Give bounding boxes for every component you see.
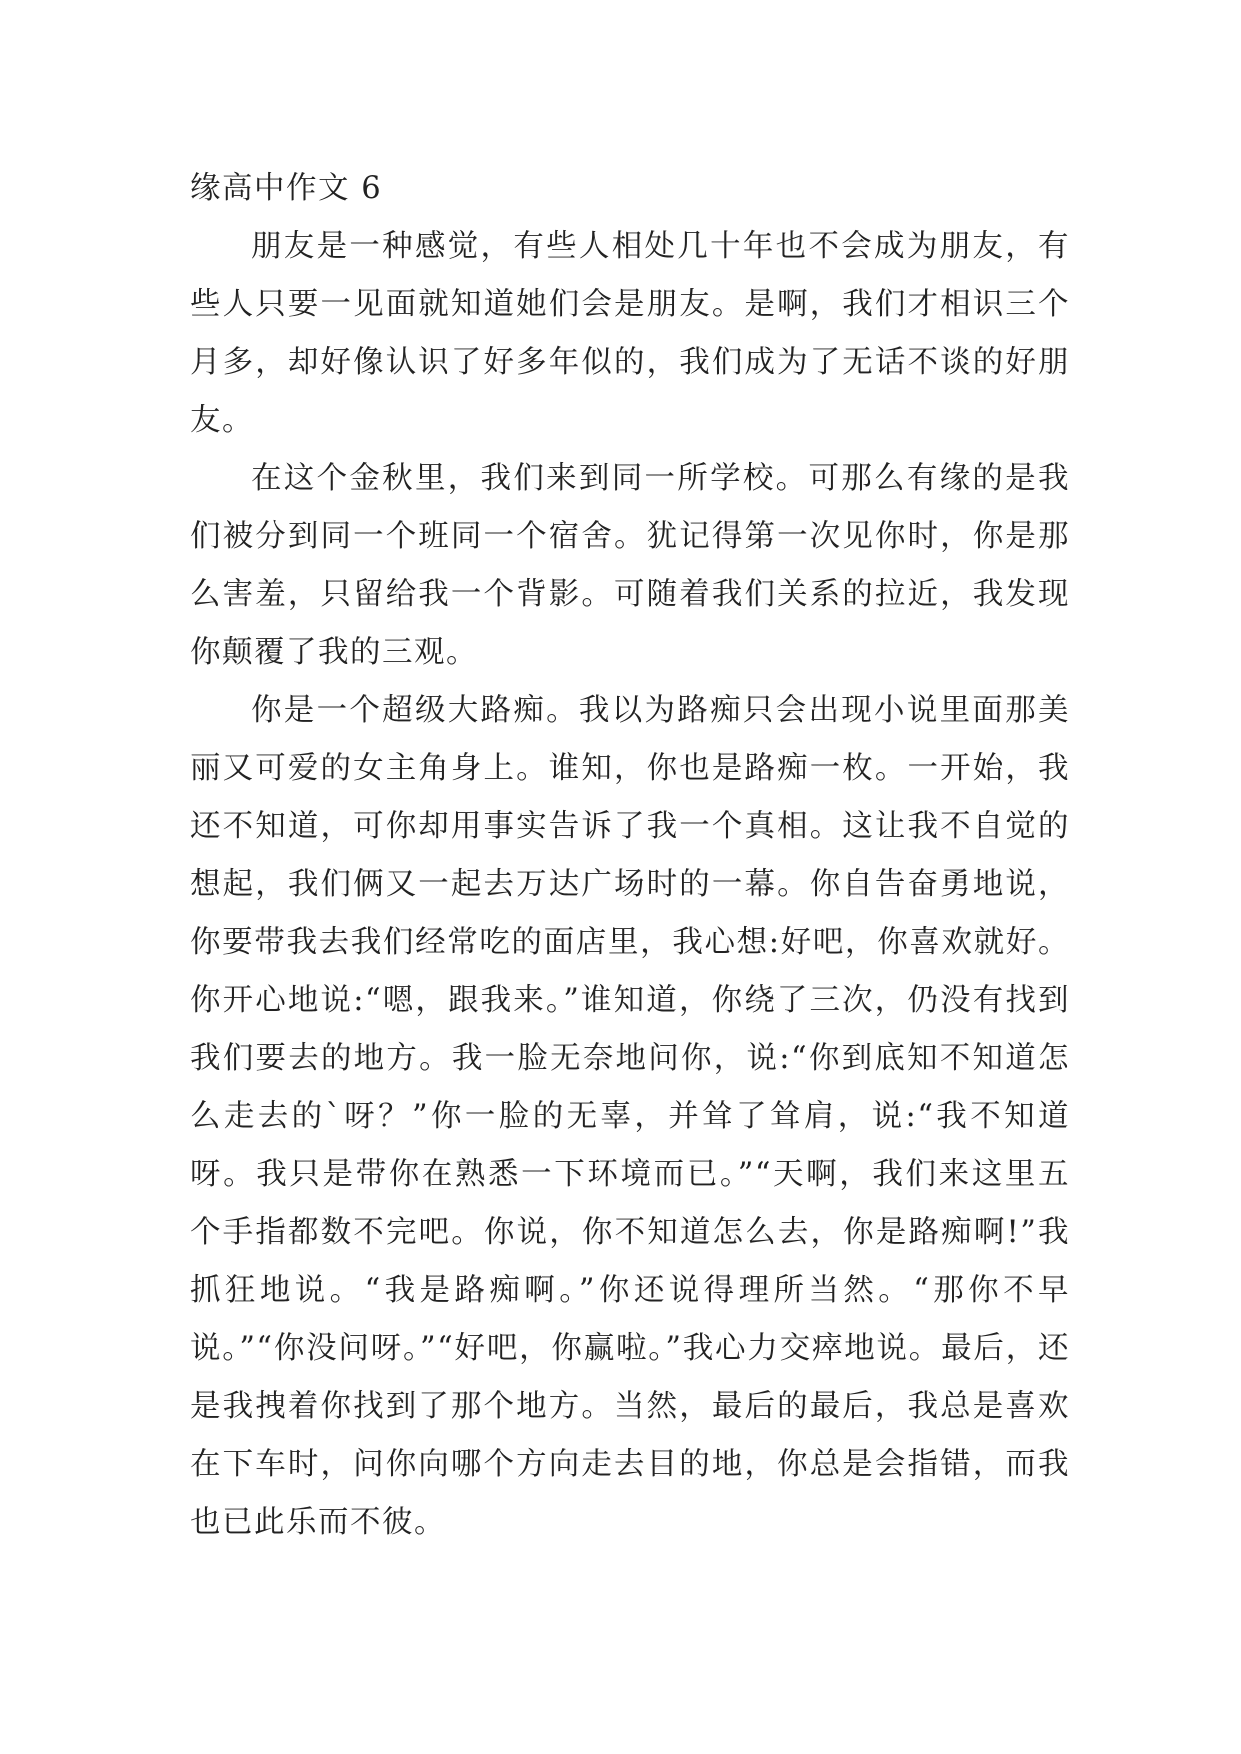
paragraph-2: 在这个金秋里，我们来到同一所学校。可那么有缘的是我们被分到同一个班同一个宿舍。犹记得第一次见你时，你是那么害羞，只留给我一个背影。可随着我们关系的拉近，我发现你颠覆了我的三观。: [190, 461, 1070, 670]
document-body: [190, 160, 1070, 1552]
paragraph-3: 你是一个超级大路痴。我以为路痴只会出现小说里面那美丽又可爱的女主角身上。谁知，你也是路痴一枚。一开始，我还不知道，可你却用事实告诉了我一个真相。这让我不自觉的想起，我们俩又一起去万达广场时的一幕。你自告奋勇地说，你要带我去我们经常吃的面店里，我心想:好吧，你喜欢就好。你开心地说:“嗯，跟我来。”谁知道，你绕了三次，仍没有找到我们要去的地方。我一脸无奈地问你，说:“你到底知不知道怎么走去的`呀？”你一脸的无辜，并耸了耸肩，说:“我不知道呀。我只是带你在熟悉一下环境而已。”“天啊，我们来这里五个手指都数不完吧。你说，你不知道怎么去，你是路痴啊!”我抓狂地说。“我是路痴啊。”你还说得理所当然。“那你不早说。”“你没问呀。”“好吧，你赢啦。”我心力交瘁地说。最后，还是我拽着你找到了那个地方。当然，最后的最后，我总是喜欢在下车时，问你向哪个方向走去目的地，你总是会指错，而我也已此乐而不彼。: [190, 693, 1070, 1540]
document-title: 缘高中作文 6: [190, 171, 383, 206]
paragraph-1: 朋友是一种感觉，有些人相处几十年也不会成为朋友，有些人只要一见面就知道她们会是朋友。是啊，我们才相识三个月多，却好像认识了好多年似的，我们成为了无话不谈的好朋友。: [190, 229, 1070, 438]
